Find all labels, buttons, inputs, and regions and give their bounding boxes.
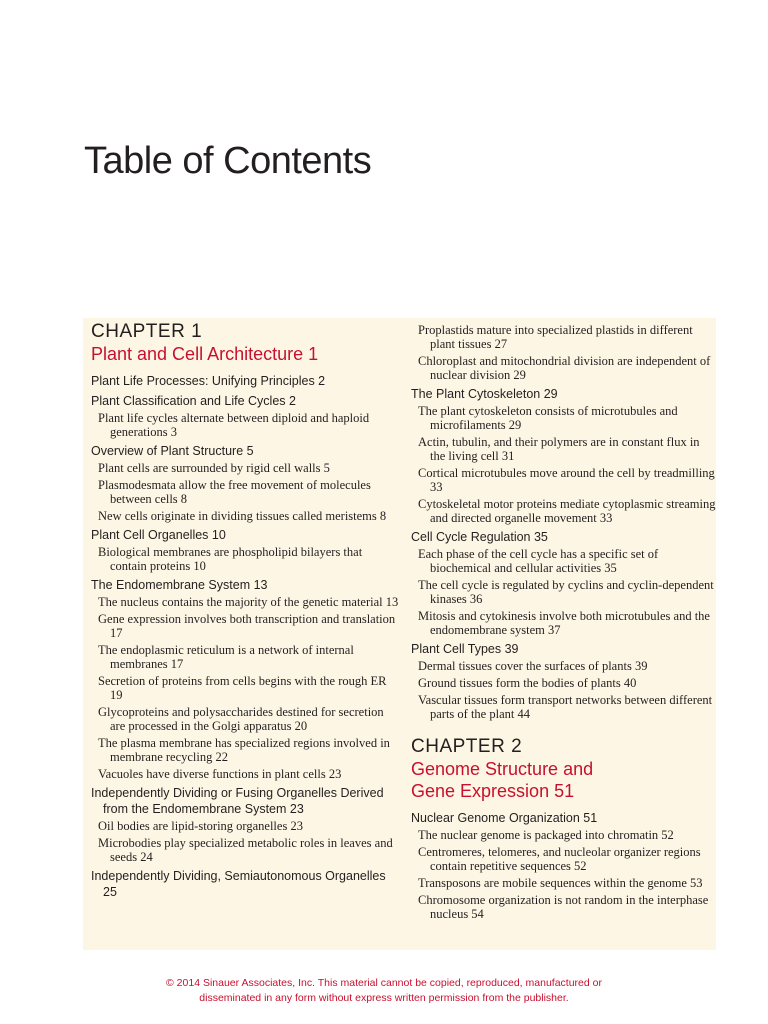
chapter-1-label: CHAPTER 1 xyxy=(91,321,203,342)
toc-subentry[interactable]: The plasma membrane has specialized regions involved in membrane recycling 22 xyxy=(98,736,390,764)
chapter-1-entries xyxy=(91,373,401,900)
toc-subentry[interactable]: New cells originate in dividing tissues called meristems 8 xyxy=(98,509,387,523)
page-title: Table of Contents xyxy=(84,140,372,182)
toc-subentry[interactable]: Ground tissues form the bodies of plants 40 xyxy=(418,676,637,690)
toc-section-heading[interactable]: Plant Cell Organelles 10 xyxy=(91,528,226,542)
toc-subentry[interactable]: Centromeres, telomeres, and nucleolar organizer regions contain repetitive sequences 52 xyxy=(418,845,701,873)
toc-section-heading[interactable]: Plant Life Processes: Unifying Principles 2 xyxy=(91,374,326,388)
toc-subentry[interactable]: Gene expression involves both transcription and translation 17 xyxy=(98,612,396,640)
chapter-2-title[interactable] xyxy=(411,758,716,802)
toc-subentry[interactable]: The endoplasmic reticulum is a network of internal membranes 17 xyxy=(98,643,354,671)
copyright-line-1: © 2014 Sinauer Associates, Inc. This material cannot be copied, reproduced, manufactured or xyxy=(166,977,602,989)
toc-subentry[interactable]: Microbodies play specialized metabolic roles in leaves and seeds 24 xyxy=(98,836,393,864)
chapter-1-continued-entries xyxy=(411,323,716,721)
toc-subentry[interactable]: Proplastids mature into specialized plastids in different plant tissues 27 xyxy=(418,323,693,351)
toc-subentry[interactable]: Plant life cycles alternate between diploid and haploid generations 3 xyxy=(98,411,370,439)
toc-subentry[interactable]: The nuclear genome is packaged into chromatin 52 xyxy=(418,828,674,842)
toc-section-heading[interactable]: Plant Cell Types 39 xyxy=(411,642,519,656)
toc-subentry[interactable]: Chromosome organization is not random in the interphase nucleus 54 xyxy=(418,893,709,921)
copyright-notice xyxy=(0,976,768,1006)
toc-subentry[interactable]: Plasmodesmata allow the free movement of molecules between cells 8 xyxy=(98,478,371,506)
toc-subentry[interactable]: Cytoskeletal motor proteins mediate cytoplasmic streaming and directed organelle movement 33 xyxy=(418,497,716,525)
toc-subentry[interactable]: The nucleus contains the majority of the genetic material 13 xyxy=(98,595,399,609)
chapter-2-entries xyxy=(411,810,716,921)
toc-subentry[interactable]: Cortical microtubules move around the cell by treadmilling 33 xyxy=(418,466,715,494)
toc-left-column xyxy=(91,321,401,902)
toc-section-heading[interactable]: Independently Dividing, Semiautonomous Organelles 25 xyxy=(91,869,386,899)
toc-subentry[interactable]: Transposons are mobile sequences within the genome 53 xyxy=(418,876,703,890)
toc-subentry[interactable]: Chloroplast and mitochondrial division are independent of nuclear division 29 xyxy=(418,354,711,382)
toc-subentry[interactable]: The plant cytoskeleton consists of microtubules and microfilaments 29 xyxy=(418,404,678,432)
toc-section-heading[interactable]: The Endomembrane System 13 xyxy=(91,578,268,592)
copyright-line-2: disseminated in any form without express written permission from the publisher. xyxy=(199,992,569,1004)
toc-subentry[interactable]: Glycoproteins and polysaccharides destined for secretion are processed in the Golgi apparatus 20 xyxy=(98,705,384,733)
toc-subentry[interactable]: Mitosis and cytokinesis involve both microtubules and the endomembrane system 37 xyxy=(418,609,710,637)
toc-section-heading[interactable]: Overview of Plant Structure 5 xyxy=(91,444,254,458)
chapter-2-title-line-1: Genome Structure and xyxy=(411,759,594,779)
toc-section-heading[interactable]: The Plant Cytoskeleton 29 xyxy=(411,387,558,401)
chapter-1-title[interactable]: Plant and Cell Architecture 1 xyxy=(91,344,319,364)
toc-subentry[interactable]: Plant cells are surrounded by rigid cell walls 5 xyxy=(98,461,330,475)
toc-subentry[interactable]: Actin, tubulin, and their polymers are in constant flux in the living cell 31 xyxy=(418,435,700,463)
toc-subentry[interactable]: Biological membranes are phospholipid bilayers that contain proteins 10 xyxy=(98,545,363,573)
toc-section-heading[interactable]: Cell Cycle Regulation 35 xyxy=(411,530,548,544)
toc-subentry[interactable]: Vacuoles have diverse functions in plant cells 23 xyxy=(98,767,342,781)
toc-subentry[interactable]: The cell cycle is regulated by cyclins and cyclin-dependent kinases 36 xyxy=(418,578,714,606)
toc-section-heading[interactable]: Nuclear Genome Organization 51 xyxy=(411,811,598,825)
toc-subentry[interactable]: Dermal tissues cover the surfaces of plants 39 xyxy=(418,659,648,673)
toc-right-column xyxy=(411,323,716,924)
toc-subentry[interactable]: Secretion of proteins from cells begins with the rough ER 19 xyxy=(98,674,387,702)
toc-section-heading[interactable]: Independently Dividing or Fusing Organelles Derived from the Endomembrane System 23 xyxy=(91,786,384,816)
chapter-2-label: CHAPTER 2 xyxy=(411,736,523,757)
toc-section-heading[interactable]: Plant Classification and Life Cycles 2 xyxy=(91,394,296,408)
toc-subentry[interactable]: Oil bodies are lipid-storing organelles 23 xyxy=(98,819,303,833)
chapter-2-title-line-2: Gene Expression 51 xyxy=(411,781,575,801)
toc-subentry[interactable]: Each phase of the cell cycle has a specific set of biochemical and cellular activities 35 xyxy=(418,547,659,575)
toc-subentry[interactable]: Vascular tissues form transport networks between different parts of the plant 44 xyxy=(418,693,713,721)
